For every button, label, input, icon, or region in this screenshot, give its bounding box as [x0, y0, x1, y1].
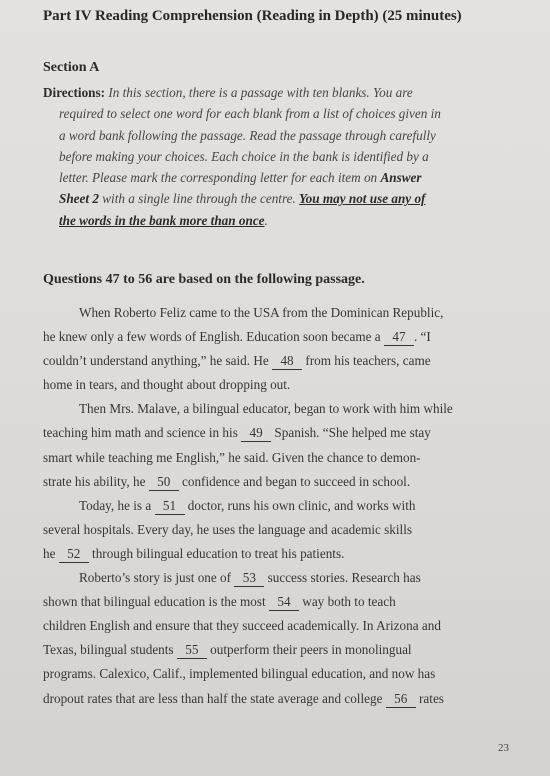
passage-line: [43, 325, 517, 349]
passage-line: [43, 421, 517, 445]
passage-line: [43, 566, 517, 590]
directions-text: before making your choices. Each choice in the bank is identified by a: [59, 148, 429, 164]
page-number: 23: [498, 742, 509, 754]
passage-text: Spanish. “She helped me stay: [271, 425, 431, 441]
directions-line: [43, 146, 517, 167]
passage-line: [43, 518, 517, 542]
questions-title: Questions 47 to 56 are based on the following passage.: [43, 272, 365, 287]
passage-text: he knew only a few words of English. Education soon became a: [43, 329, 384, 345]
passage-text: confidence and began to succeed in school.: [178, 473, 411, 489]
directions-line: [43, 103, 517, 124]
passage-text: success stories. Research has: [264, 570, 421, 586]
passage-text: strate his ability, he: [43, 473, 149, 489]
directions-line: [43, 82, 517, 103]
blank-55[interactable]: 55: [177, 642, 207, 659]
passage-line: [43, 446, 517, 470]
answer-sheet-label: Answer: [380, 170, 422, 186]
directions-label: Directions:: [43, 85, 106, 100]
directions-line: [43, 167, 517, 188]
passage-text: Roberto’s story is just one of: [79, 570, 235, 586]
passage-text: couldn’t understand anything,” he said. He: [43, 353, 273, 369]
directions-text: In this section, there is a passage with ten blanks. You are: [108, 85, 413, 100]
passage-text: outperform their peers in monolingual: [206, 642, 412, 658]
passage-text: several hospitals. Every day, he uses the language and academic skills: [43, 521, 413, 537]
directions-line: [43, 210, 517, 231]
blank-53[interactable]: 53: [234, 570, 264, 587]
passage-text: children English and ensure that they succeed academically. In Arizona and: [43, 618, 441, 634]
passage-text: home in tears, and thought about dropping out.: [43, 377, 291, 393]
passage-text: rates: [415, 690, 444, 706]
passage-text: dropout rates that are less than half the state average and college: [43, 690, 386, 706]
passage-line: [43, 373, 517, 397]
passage-line: [43, 301, 517, 325]
directions-text: a word bank following the passage. Read the passage through carefully: [59, 127, 436, 143]
passage-text: Then Mrs. Malave, a bilingual educator, began to work with him while: [79, 401, 453, 417]
passage-text: programs. Calexico, Calif., implemented bilingual education, and now has: [43, 666, 436, 682]
passage-line: [43, 614, 517, 638]
passage-text: doctor, runs his own clinic, and works with: [184, 497, 416, 513]
passage-text: shown that bilingual education is the most: [43, 594, 269, 610]
passage-text: he: [43, 545, 59, 561]
blank-56[interactable]: 56: [386, 691, 416, 708]
passage-line: [43, 638, 517, 662]
passage-line: [43, 590, 517, 614]
directions-text: required to select one word for each blank from a list of choices given in: [59, 106, 441, 122]
passage-text: through bilingual education to treat his patients.: [88, 545, 345, 561]
blank-52[interactable]: 52: [59, 546, 89, 563]
passage-line: [43, 349, 517, 373]
passage-line: [43, 687, 517, 711]
directions-text: letter. Please mark the corresponding letter for each item on: [59, 170, 381, 186]
warning-text: You may not use any of: [299, 191, 426, 207]
directions-line: [43, 188, 517, 209]
passage-text: . “I: [413, 329, 431, 345]
blank-51[interactable]: 51: [155, 498, 185, 515]
part-title: Part IV Reading Comprehension (Reading in Depth) (25 minutes): [43, 8, 462, 24]
passage-line: [43, 470, 517, 494]
directions-text: with a single line through the centre.: [98, 191, 300, 207]
blank-49[interactable]: 49: [241, 425, 271, 442]
blank-48[interactable]: 48: [272, 353, 302, 370]
section-title: Section A: [43, 60, 100, 75]
blank-54[interactable]: 54: [269, 594, 299, 611]
passage-line: [43, 397, 517, 421]
passage-text: When Roberto Feliz came to the USA from the Dominican Republic,: [79, 305, 444, 320]
passage-line: [43, 542, 517, 566]
passage-text: Texas, bilingual students: [43, 642, 177, 658]
directions-line: [43, 125, 517, 146]
passage-text: from his teachers, came: [302, 353, 431, 369]
directions: [43, 82, 517, 231]
passage-text: smart while teaching me English,” he said. Given the chance to demon-: [43, 449, 421, 465]
warning-text: the words in the bank more than once: [59, 212, 265, 228]
directions-text: .: [264, 212, 268, 228]
answer-sheet-number: Sheet 2: [59, 191, 99, 207]
blank-47[interactable]: 47: [384, 329, 414, 346]
passage-text: teaching him math and science in his: [43, 425, 242, 441]
passage-line: [43, 662, 517, 686]
blank-50[interactable]: 50: [149, 474, 179, 491]
passage-text: way both to teach: [299, 594, 396, 610]
passage: [43, 301, 517, 711]
passage-line: [43, 494, 517, 518]
passage-text: Today, he is a: [79, 497, 155, 513]
